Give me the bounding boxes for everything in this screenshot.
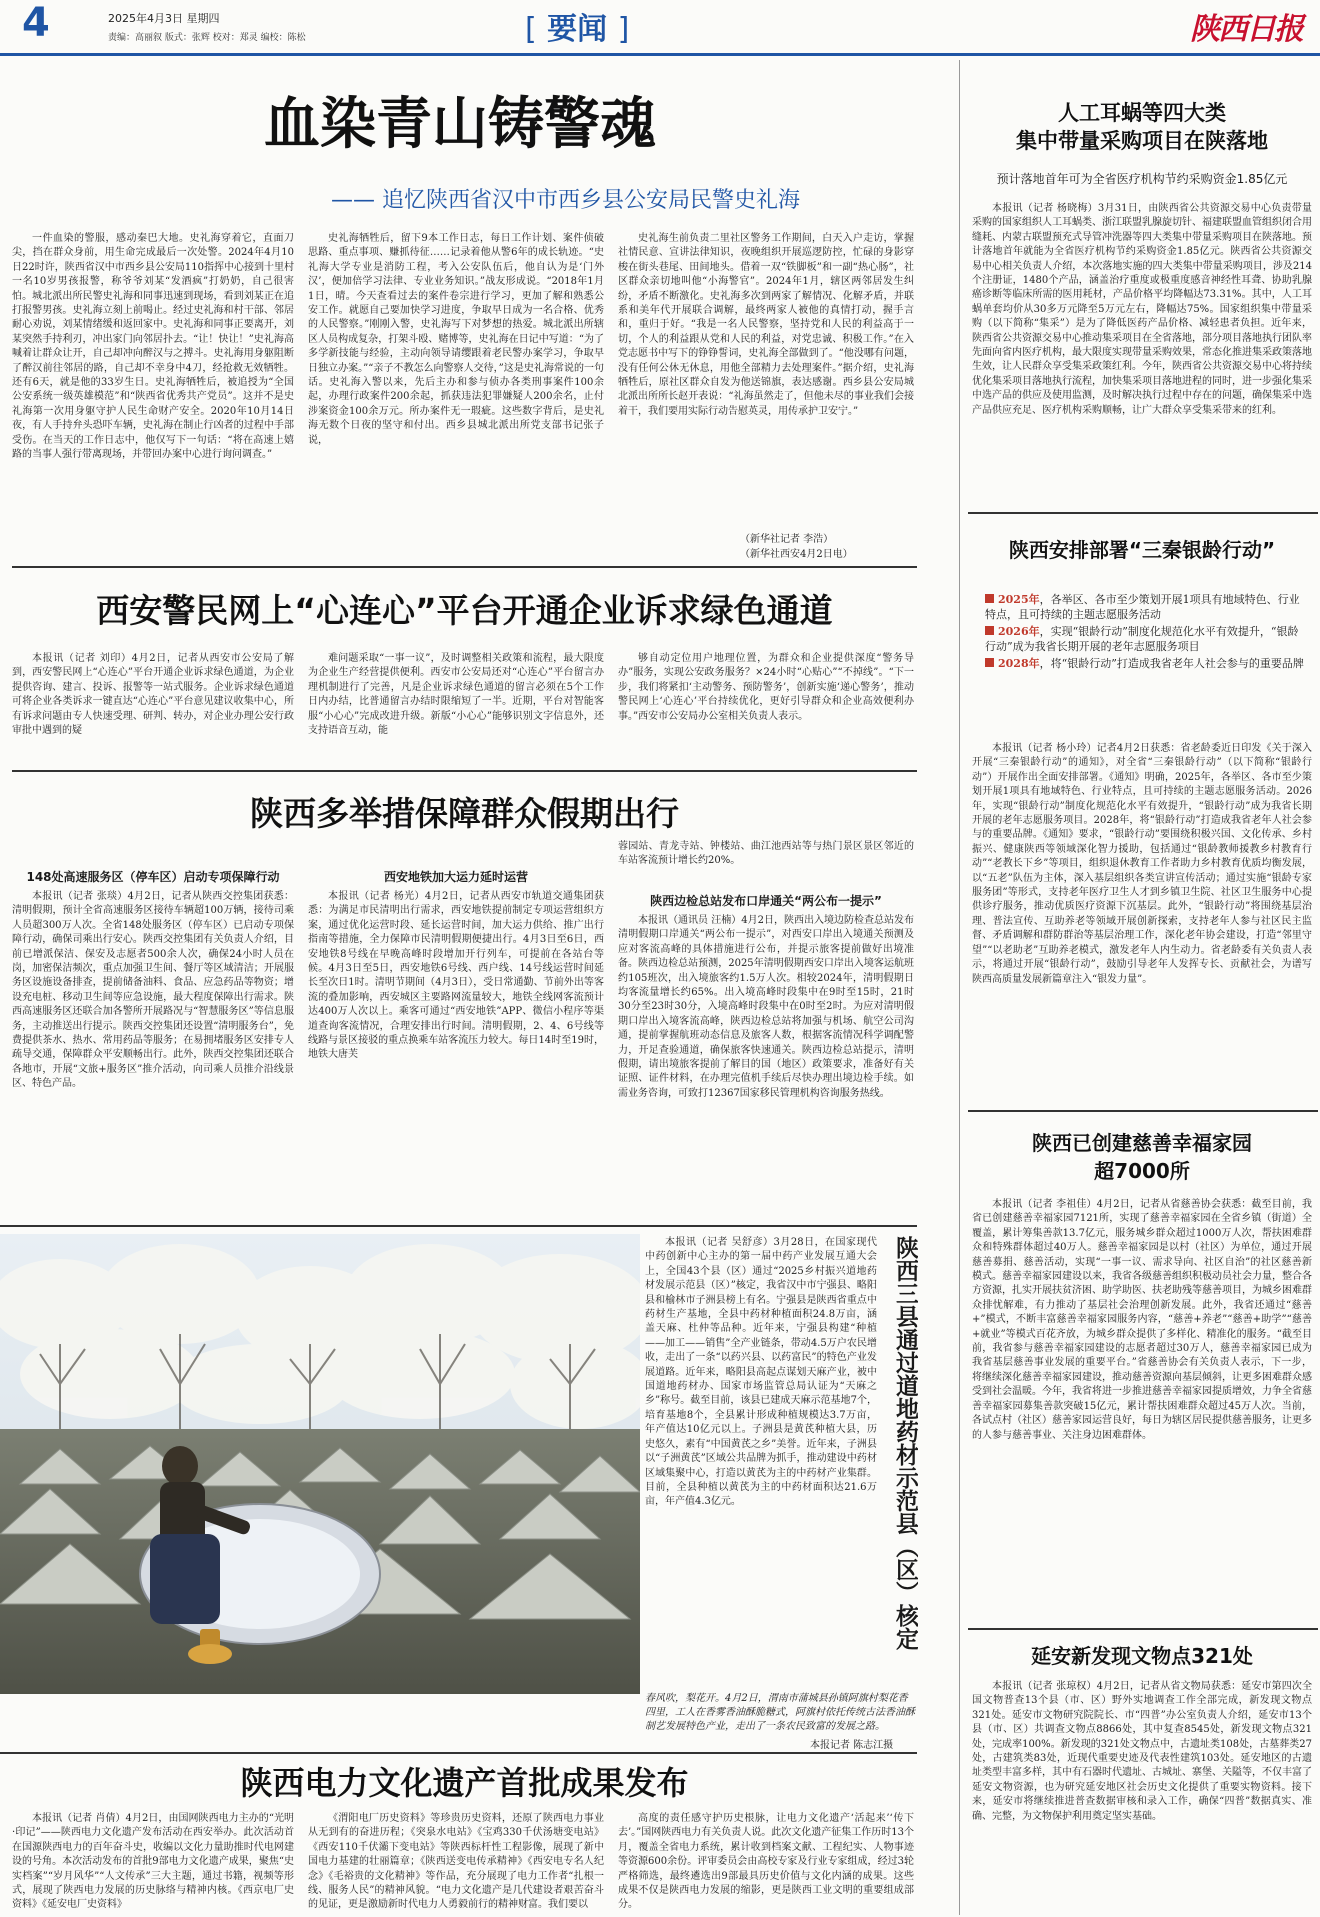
article2-column-1 [12, 652, 294, 762]
bottom-article-text-1: 本报讯（记者 肖倩）4月2日，由国网陕西电力主办的“光明·印记”——陕西电力文化遗产发布活动在西安举办。此次活动首在国源陕西电力的百年奋斗史，收编以文化力量助推时代电网建设的号角。本次活动发布的首批9部电力文化遗产成果，聚焦“史实档案”“岁月风华”“人文传承”三大主题，通过书籍，视频等形式，展现了陕西电力发展的历史脉络与精神内核。《西京电厂史资料》《延安电厂史资料》 [12, 1813, 294, 1911]
article3-subhead-1: 148处高速服务区（停车区）启动专项保障行动 [26, 870, 280, 884]
article3-column-2b [618, 840, 914, 872]
right-a1-rule [968, 512, 1318, 514]
right-a3-title-1: 陕西已创建慈善幸福家园 [1032, 1131, 1252, 1155]
article3-column-3 [618, 914, 914, 1210]
photo-credit: 本报记者 陈志江摄 [810, 1740, 894, 1751]
article3-column-2 [308, 890, 604, 1210]
right-column-divider [959, 60, 960, 1915]
right-a4-column [972, 1680, 1312, 1915]
bullet-year: 2028年 [998, 657, 1040, 670]
lead-credit-2: （新华社西安4月2日电） [740, 549, 853, 560]
lead-credit-1: （新华社记者 李浩） [740, 534, 834, 545]
issue-date: 2025年4月3日 星期四 [108, 12, 220, 25]
article3-title: 陕西多举措保障群众假期出行 [250, 794, 679, 833]
article3-text-1: 本报讯（记者 张琰）4月2日，记者从陕西交控集团获悉：清明假期，预计全省高速服务区接待车辆超100万辆，接待司乘人员超300万人次。全省148处服务区（停车区）已启动专项保障行动，确保司乘出行安心。陕西交控集团有关负责人介绍，目前已增派保洁、保安及志愿者500余人次，确保24小时人员在岗，加密保洁频次，重点加强卫生间、餐厅等区域清洁；开展服务区设施设备排查，提前储备油料、食品、应急药品等物资；增设充电桩、移动卫生间等应急设施，最大程度保障出行需求。陕西高速服务区还联合加各警所开展路况与“智慧服务区”等信息服务，主动推送出行提示。陕西交控集团还设置“清明服务台”，免费提供茶水、热水、常用药品等服务；在易拥堵服务区安排专人疏导交通，保障群众平安顺畅出行。此外，陕西交控集团还联合各地市，开展“文旅+服务区”推介活动，向司乘人员推介沿线景区、特色产品。 [12, 891, 294, 1090]
right-a3-rule [968, 1628, 1318, 1630]
page-header [0, 0, 1320, 52]
lead-column-2 [308, 232, 604, 557]
right-a2-bullets [985, 592, 1305, 673]
photo-story-bottom-rule [0, 1752, 917, 1754]
right-a3-text: 本报讯（记者 李祖佳）4月2日，记者从省慈善协会获悉：截至目前，我省已创建慈善幸福家园7121所，实现了慈善幸福家园在全省乡镇（街道）全覆盖，累计筹集善款13.7亿元，服务城乡群众超过1000万人次，帮扶困难群众和特殊群体超过40万人。慈善幸福家园是以村（社区）为单位，通过开展慈善募捐、慈善活动，实现“一事一议、需求导向、社区自治”的社区慈善新模式。慈善幸福家园建设以来，我省各级慈善组织积极动员社会力量，整合各方资源，扎实开展扶贫济困、助学助医、扶老助残等慈善项目，为城乡困难群众排忧解难，有力推动了基层社会治理创新发展。此外，我省还通过“慈善+”模式，不断丰富慈善幸福家园服务内容，“慈善+养老”“慈善+助学”“慈善+就业”等模式百花齐放，为城乡群众提供了多样化、精准化的服务。“截至目前，我省参与慈善幸福家园建设的志愿者超过30万人，慈善幸福家园已成为我省基层慈善事业发展的重要平台。”省慈善协会有关负责人表示，下一步，将继续深化慈善幸福家园建设，推动慈善资源向基层倾斜，让更多困难群众感受到社会温暖。今年，我省将进一步推进慈善幸福家园提质增效，力争全省慈善幸福家园募集善款突破15亿元，累计帮扶困难群众超过45万人次。当前，各试点村（社区）慈善家园运营良好，每日为辖区居民提供慈善服务，让更多的人参与慈善事业、关注身边困难群体。 [972, 1199, 1312, 1441]
right-a1-text: 本报讯（记者 杨晓梅）3月31日，由陕西省公共资源交易中心负责带量采购的国家组织人工耳蜗类、浙江联盟乳腺旋切针、福建联盟血管组织闭合用缝耗、内蒙古联盟预充式导管冲洗器等四大类集中带量采购项目在陕落地。预计落地首年就能为全省医疗机构节约采购资金1.85亿元。陕西省公共资源交易中心相关负责人介绍，本次落地实施的四大类集中带量采购项目，涉及214个注册证，1480个产品，涵盖治疗重度或极重度感音神经性耳聋、协助乳腺癌诊断等临床所需的医用耗材，产品价格平均降幅达73.31%。其中，人工耳蜗单套均价从30多万元降至5万元左右，降幅达75%。国家组织集中带量采购（以下简称“集采”）是为了降低医药产品价格、减轻患者负担。近年来，陕西省公共资源交易中心推动集采项目在全省落地，部分项目落地执行团队率先面向省内医疗机构，最大限度实现带量采购效果，常态化推进集采政策落地生效，让人民群众享受集采政策红利。今年，陕西省公共资源交易中心将持续优化集采项目落地执行流程，加快集采项目落地进程的同时，进一步强化集采中选产品的供应及使用监测，及时解决执行过程中存在的问题，确保集采中选产品供应充足、医疗机构采购顺畅，让广大群众享受集采带来的红利。 [972, 203, 1312, 416]
right-a1-title-2: 集中带量采购项目在陕落地 [1016, 129, 1268, 153]
right-a1-title-1: 人工耳蜗等四大类 [1058, 101, 1226, 125]
article2-text-2: 难问题采取“一事一议”，及时调整相关政策和流程，最大限度为企业生产经营提供便利。西安市公安局还对“心连心”平台留言办理机制进行了完善，凡是企业诉求绿色通道的留言必须在5个工作日内办结，比普通留言办结时限缩短了一半。近期，平台对智能客服“小心心”完成改进升级。新版“小心心”能够识别文字信息外，还支持语音互动，能 [308, 653, 604, 737]
article3-subhead-2: 西安地铁加大运力延时运营 [383, 870, 528, 884]
bottom-article-text-2: 《渭阳电厂历史资料》等珍贵历史资料，还原了陕西电力事业从无到有的奋进历程；《突泉水电站》《宝鸡330千伏汤塘变电站》《西安110千伏灞下变电站》等陕西标杆性工程影像，展现了新中国电力基建的壮丽篇章；《陕西送变电传承精神》《西安电专名人纪念》《毛裕贵的文化精神》等作品，充分展现了电力工作者“扎根一线、服务人民”的精神风貌。“电力文化遗产是几代建设者艰苦奋斗的见证，更是激励新时代电力人勇毅前行的精神财富。我们要以 [308, 1813, 604, 1911]
lead-text-1: 一件血染的警服，感动秦巴大地。史礼海穿着它，直面刀尖，挡在群众身前，用生命完成最后一次处警。2024年4月10日22时许，陕西省汉中市西乡县公安局110指挥中心接到十里村一名10岁男孩报警，称爷爷刘某“发酒疯”打奶奶，自己很害怕。城北派出所民警史礼海和同事迅速到现场，看到刘某正在追打报警男孩。史礼海立刻上前喝止。经过史礼海和村干部、邻居耐心劝说，刘某情绪缓和返回家中。史礼海和同事正要离开，刘某突然手持利刃，冲出家门向邻居扑去。“让！快让！”史礼海高喊着让群众让开，自己却冲向醉汉与之搏斗。史礼海用身躯阻断了醉汉前往邻居的路，自己却不幸身中4刀，经抢救无效牺牲。还有6天，就是他的33岁生日。史礼海牺牲后，被追授为“全国公安系统一级英雄模范”和“陕西省优秀共产党员”。这并不是史礼海第一次用身躯守护人民生命财产安全。2020年10月14日夜，有人手持弁头恐吓车辆，史礼海在制止行凶者的过程中手部受伤。在当天的工作日志中，他仅写下一句话：“将在高速上嬉路的当事人强行带离现场，并带回办案中心进行询问调查。” [12, 233, 294, 461]
right-a4-text: 本报讯（记者 张琼权）4月2日，记者从省文物局获悉：延安市第四次全国文物普查13个县（市、区）野外实地调查工作全部完成，新发现文物点321处。延安市文物研究院院长、市“四普”办公室负责人介绍，延安市13个县（市、区）共调查文物点8866处，其中复查8545处，新发现文物点321处，完成率100%。新发现的321处文物点中，古遗址类108处，古墓葬类27处，古建筑类83处，近现代重要史迹及代表性建筑103处。延安地区的古遗址类型丰富多样，其中有石器时代遗址、古城址、寨堡、关隘等，不仅丰富了延安文物资源，也为研究延安地区社会历史文化提供了重要实物资料。接下来，延安市将继续推进普查数据审核和录入工作，确保“四普”数据真实、准确、完整，为文物保护利用奠定坚实基础。 [972, 1681, 1312, 1822]
lead-title: 血染青山铸警魂 [264, 92, 656, 157]
bottom-article-column-2 [308, 1812, 604, 1914]
article2-column-3 [618, 652, 914, 762]
lead-text-2: 史礼海牺牲后，留下9本工作日志，每日工作计划、案件侦破思路、重点事项、赚抓待征……记录着他从警6年的成长轨迹。“史礼海大学专业是消防工程，考入公安队伍后，他自认为是‘门外汉’，便加倍学习法律、专业业务知识。”战友形成说。“2018年1月1日，晴。今天查看过去的案件卷宗进行学习，更加了解和熟悉公安工作。就愿自己要加快学习进度，争取早日成为一名合格、优秀的人民警察。”刚刚入警，史礼海写下对梦想的热爱。城北派出所辖区人员构成复杂，打架斗殴、赌博等，史礼海在日记中写道：“为了多学新技能与经验，主动向领导请缨跟着老民警办案学习，争取早日独立办案。”“亲子不教怎么向警察人交待，”这是史礼海常说的一句话。史礼海入警以来，先后主办和参与侦办各类刑事案件100余起，办理行政案件200余起，抓获违法犯罪嫌疑人200余名，止付涉案资金100余万元。所办案件无一瑕疵。这些数字背后，是史礼海无数个日夜的坚守和付出。西乡县城北派出所党支部书记张子说， [308, 233, 604, 446]
article3-text-3: 本报讯（通讯员 汪楠）4月2日，陕西出入境边防检查总站发布清明假期口岸通关“两公布一提示”，对西安口岸出入境通关预测及应对客流高峰的具体措施进行公布，并提示旅客提前做好出境准备。陕西边检总站预测，2025年清明假期西安口岸出入境客运航班约105班次，出入境旅客约1.5万人次。相较2024年，清明假期日均客流量增长约65%。出入境高峰时段集中在9时至15时，21时30分至23时30分，入境高峰时段集中在0时至2时。为应对清明假期口岸出入境客流高峰，陕西边检总站将加强与机场、航空公司沟通，提前掌握航班动态信息及旅客人数，根据客流情况科学调配警力，开足查验通道，确保旅客快速通关。陕西边检总站提示，清明假期，请出境旅客提前了解目的国（地区）政策要求，准备好有关证照、证件材料，在办理完值机手续后尽快办理出境边检手续。如需业务咨询，可致打12367国家移民管理机构咨询服务热线。 [618, 915, 914, 1099]
right-a2-text: 本报讯（记者 杨小玲）记者4月2日获悉：省老龄委近日印发《关于深入开展“三秦银龄行动”的通知》，对全省“三秦银龄行动”（以下简称“银龄行动”）开展作出全面安排部署。《通知》明确，2025年，各举区、各市至少策划开展1项具有地域特色、行业特点，且可持续的主题志愿服务活动。2026年，实现“银龄行动”制度化规范化水平有效提升，“银龄行动”成为我省长期开展的老年志愿服务项目。2028年，将“银龄行动”打造成我省老年人社会参与的重要品牌。《通知》要求，“银龄行动”要围绕积极兴国、文化传承、乡村振兴、健康陕西等领域深化智力援助，包括通过“银龄教师援教乡村教育行动”“老教长下乡”等项目，组织退休教育工作者助力乡村教育优质均衡发展，以“五老”队伍为主体，深入基层组织各类宣讲宣传活动；通过实施“银龄专家服务团”等形式，支持老年医疗卫生人才到乡镇卫生院、社区卫生服务中心提供诊疗服务，推动优质医疗资源下沉基层。此外，“银龄行动”将围绕基层治理、普法宣传、互助养老等领域开展创新探索，支持老年人参与社区民主监督、矛盾调解和群防群治等基层治理工作，深化老年协会建设，打造“邻里守望”“以老助老”互助养老模式，激发老年人内生动力。省老龄委有关负责人表示，将通过开展“银龄行动”，鼓励引导老年人发挥专长、贡献社会，为谱写陕西高质量发展新篇章注入“银发力量”。 [972, 743, 1312, 985]
bullet-text: ，将“银龄行动”打造成我省老年人社会参与的重要品牌 [1039, 657, 1304, 670]
section-bracket-right: ] [617, 12, 630, 47]
lead-subtitle: —— 追忆陕西省汉中市西乡县公安局民警史礼海 [331, 188, 800, 213]
article3-subhead-3: 陕西边检总站发布口岸通关“两公布一提示” [650, 894, 882, 908]
editor-credits: 责编：高丽叙 版式：张辉 校对：郑灵 编校：陈松 [108, 33, 306, 43]
section-name: 要闻 [547, 12, 608, 47]
right-a1-column [972, 202, 1312, 502]
bottom-article-column-1 [12, 1812, 294, 1914]
photo-story-text [645, 1236, 877, 1686]
photo-story-vertical-title: 陕西三县通过道地药材示范县（区）核定 [892, 1236, 918, 1650]
article2-title: 西安警民网上“心连心”平台开通企业诉求绿色通道 [96, 591, 833, 630]
bullet-year: 2026年 [998, 625, 1040, 638]
right-a2-bullet-3 [985, 656, 1305, 671]
bottom-article-title: 陕西电力文化遗产首批成果发布 [240, 1764, 689, 1802]
right-a2-bullet-2 [985, 624, 1305, 654]
article3-text-2: 本报讯（记者 杨光）4月2日，记者从西安市轨道交通集团获悉：为满足市民清明出行需求，西安地铁提前制定专项运营组织方案，通过优化运营时段、延长运营时间，加大运力供给、推广出行指南等措施，全力保障市民清明假期便捷出行。4月3日至6日，西安地铁8号线在早晚高峰时段增加开行列车，可提前在各站台等候。4月3日至5日，西安地铁6号线、西户线、14号线运营时间延长至次日1时。清明节期间（4月3日），受日常通勤、节前外出等客流的叠加影响，西安城区主要路网流量较大，地铁全线网客流预计达400万人次以上。乘客可通过“西安地铁”APP、微信小程序等渠道查询客流情况，合理安排出行时间。清明假期，2、4、6号线等线路与景区接驳的重点换乘车站客流压力较大。每日14时至19时，地铁大唐芙 [308, 891, 604, 1061]
section-bracket-left: [ [525, 12, 537, 47]
article3-bottom-rule [0, 1225, 917, 1227]
page-number: 4 [22, 0, 50, 46]
article2-text-3: 够自动定位用户地理位置，为群众和企业提供深度“警务导办”服务，实现公安政务服务？×24小时“心贴心”“不掉线”。“下一步，我们将紧扣‘主动警务、预防警务’，创新实施‘递心警务’，推动警民网上‘心连心’平台持续优化，更好引导群众和企业高效便利办事。”西安市公安局办公室相关负责人表示。 [618, 653, 914, 722]
right-a2-bullet-1 [985, 592, 1305, 622]
right-a3-column [972, 1198, 1312, 1618]
header-rule [0, 53, 1320, 56]
lead-bottom-rule [12, 566, 917, 568]
bottom-article-text-3: 高度的责任感守护历史根脉，让电力文化遗产‘活起来’‘传下去’。”国网陕西电力有关负责人说。此次文化遗产征集工作历时13个月，覆盖全省电力系统，累计收到档案文献、工程纪实、人物事迹等资源600余份。评审委员会由高校专家及行业专家组成，经过3轮严格筛选，最终遴选出9部最具历史价值与文化内涵的成果。这些成果不仅是陕西电力发展的缩影，更是陕西工业文明的重要组成部分。 [618, 1813, 914, 1911]
bullet-year: 2025年 [998, 593, 1040, 606]
article3-column-1 [12, 890, 294, 1210]
photo-story-body: 本报讯（记者 吴舒彦）3月28日，在国家现代中药创新中心主办的第一届中药产业发展互通大会上，全国43个县（区）通过“2025乡村振兴道地药材发展示范县（区）”核定，我省汉中市宁强县、略阳县和榆林市子洲县榜上有名。宁强县是陕西省重点中药材生产基地，全县中药材种植面积24.8万亩，涵盖天麻、杜仲等品种。近年来，宁强县构建“种植——加工——销售”全产业链条，带动4.5万户农民增收，走出了一条“以药兴县、以药富民”的特色产业发展道路。近年来，略阳县高起点谋划天麻产业，被中国道地药材办、国家市场监管总局认证为“天麻之乡”称号。截至目前，该县已建成天麻示范基地7个，培育基地8个，全县累计形成种植规模达3.7万亩，年产值达10亿元以上。子洲县是黄芪种植大县，历史悠久，素有“中国黄芪之乡”美誉。近年来，子洲县以“子洲黄芪”区域公共品牌为抓手，推动建设中药材区域集聚中心，打造以黄芪为主的中药材产业集群。目前，全县种植以黄芪为主的中药材面积达21.6万亩，年产值4.3亿元。 [645, 1237, 877, 1508]
right-a2-title: 陕西安排部署“三秦银龄行动” [1008, 538, 1276, 562]
article3-text-2b: 蓉园站、青龙寺站、钟楼站、曲江池西站等与热门景区景区邻近的车站客流预计增长约20%。 [618, 841, 914, 867]
bullet-square-icon [985, 658, 994, 667]
bullet-square-icon [985, 626, 994, 635]
right-a2-rule [968, 1110, 1318, 1112]
right-a1-deck: 预计落地首年可为全省医疗机构节约采购资金1.85亿元 [996, 172, 1288, 186]
section-label [525, 4, 629, 48]
bullet-square-icon [985, 594, 994, 603]
pear-orchard-photo [0, 1234, 640, 1694]
right-a2-column [972, 742, 1312, 1102]
lead-column-1 [12, 232, 294, 557]
lead-text-3: 史礼海生前负责二里社区警务工作期间，白天入户走访，掌握社情民意、宣讲法律知识，夜晚组织开展巡逻防控，忙碌的身影穿梭在街头巷尾、田间地头。借着一双“铁脚板”和一副“热心肠”，社区群众亲切地叫他“小海警官”。2024年1月，辖区两邻居发生纠纷，矛盾不断激化。史礼海多次到两家了解情况、化解矛盾，并联系和美年代开展联合调解，最终两家人被他的真情打动，握手言和，重归于好。“我是一名人民警察，坚持党和人民的利益高于一切，个人的利益跟从党和人民的利益，对党忠诚、积极工作。”在入党志愿书中写下的铮铮誓词，史礼海全部做到了。“他没哪有问题，没有任何公休无休息，用他全部精力去处理案件。”据介绍，史礼海牺牲后，原社区群众自发为他送锦旗，表达感谢。西乡县公安局城北派出所所长赵开表说：“礼海虽然走了，但他未尽的事业我们会接着干，我们要用实际行动告慰英灵，用传承护卫安宁。” [618, 233, 914, 417]
bullet-text: ，各举区、各市至少策划开展1项具有地域特色、行业特点，且可持续的主题志愿服务活动 [985, 593, 1300, 621]
right-a4-title: 延安新发现文物点321处 [1031, 1644, 1253, 1668]
bullet-text: ，实现“银龄行动”制度化规范化水平有效提升，“银龄行动”成为我省长期开展的老年志愿服务项目 [985, 625, 1299, 653]
lead-column-3 [618, 232, 914, 522]
bottom-article-column-3 [618, 1812, 914, 1914]
article2-column-2 [308, 652, 604, 762]
article2-text-1: 本报讯（记者 刘印）4月2日，记者从西安市公安局了解到，西安警民网上“心连心”平台开通企业诉求绿色通道，为企业提供咨询、建言、投诉、报警等一站式服务。企业诉求绿色通道可将企业各类诉求一键直达“心连心”平台意见建议收集中心，所有诉求问题由专人快速受理、研判、转办，对企业办理公安行政审批中遇到的疑 [12, 653, 294, 737]
photo-caption: 春风吹，梨花开。4月2日，渭南市蒲城县孙镇阿旗村梨花香四里，工人在香雾香油酥脆糖式，阿旗村依托传统古法香油酥制艺发展特色产业，走出了一条农民致富的发展之路。 [645, 1693, 915, 1732]
article2-bottom-rule [12, 770, 917, 772]
right-a3-title-2: 超7000所 [1094, 1159, 1190, 1183]
masthead-logo: 陕西日报 [1190, 12, 1302, 47]
